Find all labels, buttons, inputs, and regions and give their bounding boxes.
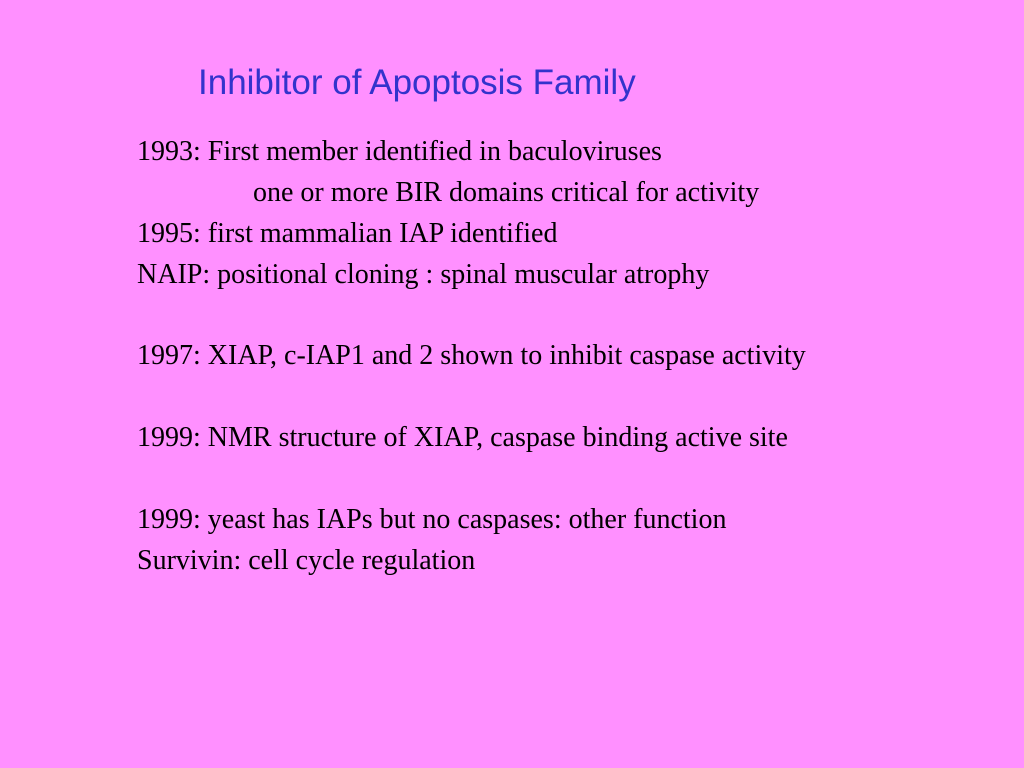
slide-body — [137, 132, 997, 582]
body-blank-line — [137, 459, 997, 500]
body-blank-line — [137, 296, 997, 337]
body-line-bir-domains: one or more BIR domains critical for activity — [253, 176, 760, 208]
body-line-1997: 1997: XIAP, c-IAP1 and 2 shown to inhibit caspase activity — [137, 340, 806, 372]
body-line-1995: 1995: first mammalian IAP identified — [137, 217, 558, 249]
slide-title: Inhibitor of Apoptosis Family — [198, 63, 636, 102]
body-line-survivin: Survivin: cell cycle regulation — [137, 544, 476, 576]
body-line-1999-yeast: 1999: yeast has IAPs but no caspases: other function — [137, 504, 727, 536]
body-line-1993: 1993: First member identified in baculoviruses — [137, 136, 662, 167]
body-blank-line — [137, 377, 997, 418]
body-line-1999-nmr: 1999: NMR structure of XIAP, caspase binding active site — [137, 422, 788, 454]
body-line-naip: NAIP: positional cloning : spinal muscular atrophy — [137, 258, 710, 290]
